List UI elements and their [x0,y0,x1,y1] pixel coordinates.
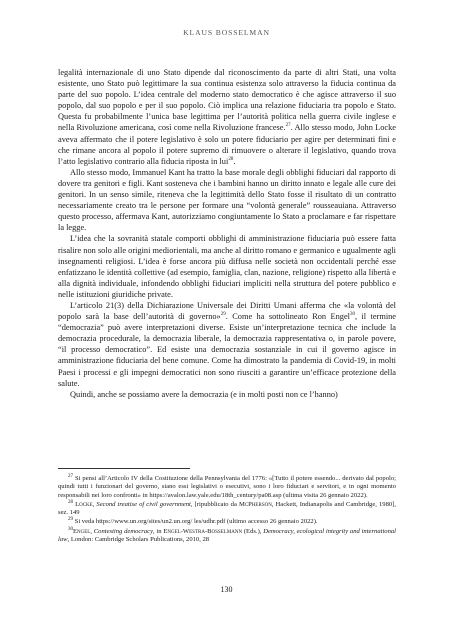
footnote-ref-29[interactable]: 29 [220,312,226,318]
paragraph-5: Quindi, anche se possiamo avere la democrazia (e in molti posti non ce l’hanno) [70,389,338,399]
footnote-ref-30[interactable]: 30 [349,312,355,318]
footnote-ref-28[interactable]: 28 [228,156,234,162]
footnote-27: $^{27}$ Si pensi all’Articolo IV della Costituzione della Pennsylvania del 1776: «[Tutto il potere essendo... derivato dal popolo; quindi tutti i funzionari del governo, siano essi legislativi o esecutivi, sono i loro fiduciari e servitori, e in ogni momento responsabili nei loro confronti» in https://avalon.law.yale.edu/18th_century/pa08.asp (ultima visita 26 gennaio 2022). [58,473,396,499]
footnote-28: $^{28}$ Locke, Second treatise of civil government, [ripubblicato da McPherson, Hackett, Indianapolis and Cambridge, 1980], sez. 149 [58,499,397,517]
running-head: KLAUS BOSSELMAN [183,28,270,37]
paragraph-4: L’articolo 21(3) della Dichiarazione Universale dei Diritti Umani afferma che «la volontà del popolo sarà la base dell’autorità di governo»$^{29}$. Come ha sottolineato Ron Engel$^{30}$, il termine “democrazia” può avere interpretazioni diverse. Esiste un’interpretazione tecnica che include la democrazia procedurale, la democrazia liberale, la democrazia rappresentativa o, in parole povere, “il processo democratico”. Ed esiste una democrazia sostanziale in cui il governo agisce in amministrazione fiduciaria del bene comune. Come ha dimostrato la pandemia di Covid-19, in molti Paesi i processi e gli impegni democratici non sono riusciti a garantire un’efficace protezione della salute. [58,300,397,388]
page-number: 130 [220,585,233,594]
footnote-number: 28 [68,499,73,505]
footnote-number: 27 [68,473,73,479]
footnote-29: $^{29}$ Si veda https://www.un.org/sites/un2.un.org/ les/udhr.pdf (ultimo accesso 26 gennaio 2022). [68,517,318,526]
footnote-30: $^{30}$Engel, Contesting democracy, in Engel-Westra-Bosselmann (Eds.), Democracy, ecological integrity and international law, London: Cambridge Scholars Publications, 2010, 28 [58,526,397,543]
paragraph-2: Allo stesso modo, Immanuel Kant ha tratto la base morale degli obblighi fiduciari dal rapporto di dovere tra genitori e figli. Kant sosteneva che i bambini hanno un diritto innato e legale alle cure dei genitori. In un senso simile, riteneva che la legittimità dello Stato fosse il risultato di un contratto necessariamente creato tra le persone per formare una “volontà generale” rousseauiana. Attraverso questo processo, affermava Kant, autorizziamo congiuntamente lo Stato a proclamare e far rispettare la legge. [58,167,396,233]
footnote-separator [58,468,190,469]
paragraph-1: legalità internazionale di uno Stato dipende dal riconoscimento da parte di altri Stati, una volta esistente, uno Stato può legittimare la sua continua esistenza solo attraverso la fiducia continua da parte del suo popolo. L’idea centrale del moderno stato democratico è che agisce attraverso il suo popolo, dal suo popolo e per il suo popolo. Ciò implica una relazione fiduciaria tra popolo e Stato. Questa fu probabilmente l’unica base legittima per l’autorità politica nella guerra civile inglese e nella Rivoluzione americana, così come nella Rivoluzione francese.$^{27}$. Allo stesso modo, John Locke aveva affermato che il potere legislativo è solo un potere fiduciario per agire per determinati fini e che rimane ancora al popolo il potere supremo di rimuovere o alterare il legislativo, quando trova l’atto legislativo contrario alla fiducia riposta in lui$^{28}$. [58,68,396,166]
footnotes [58,475,396,545]
body-text [58,67,396,400]
footnote-number: 30 [68,526,73,532]
footnote-number: 29 [68,517,73,523]
footnote-ref-27[interactable]: 27 [285,123,291,129]
paragraph-3: L’idea che la sovranità statale comporti obblighi di amministrazione fiduciaria può essere fatta risalire non solo alle origini mediorientali, ma anche al diritto romano e germanico e ugualmente agli insegnamenti religiosi. L’idea è forse ancora più diffusa nelle società non occidentali perché esse enfatizzano le identità collettive (ad esempio, famiglia, clan, nazione, religione) rispetto alla libertà e alla dignità individuale, infondendo obblighi fiduciari impliciti nella struttura del potere pubblico e nelle istituzioni giuridiche private. [58,234,396,299]
